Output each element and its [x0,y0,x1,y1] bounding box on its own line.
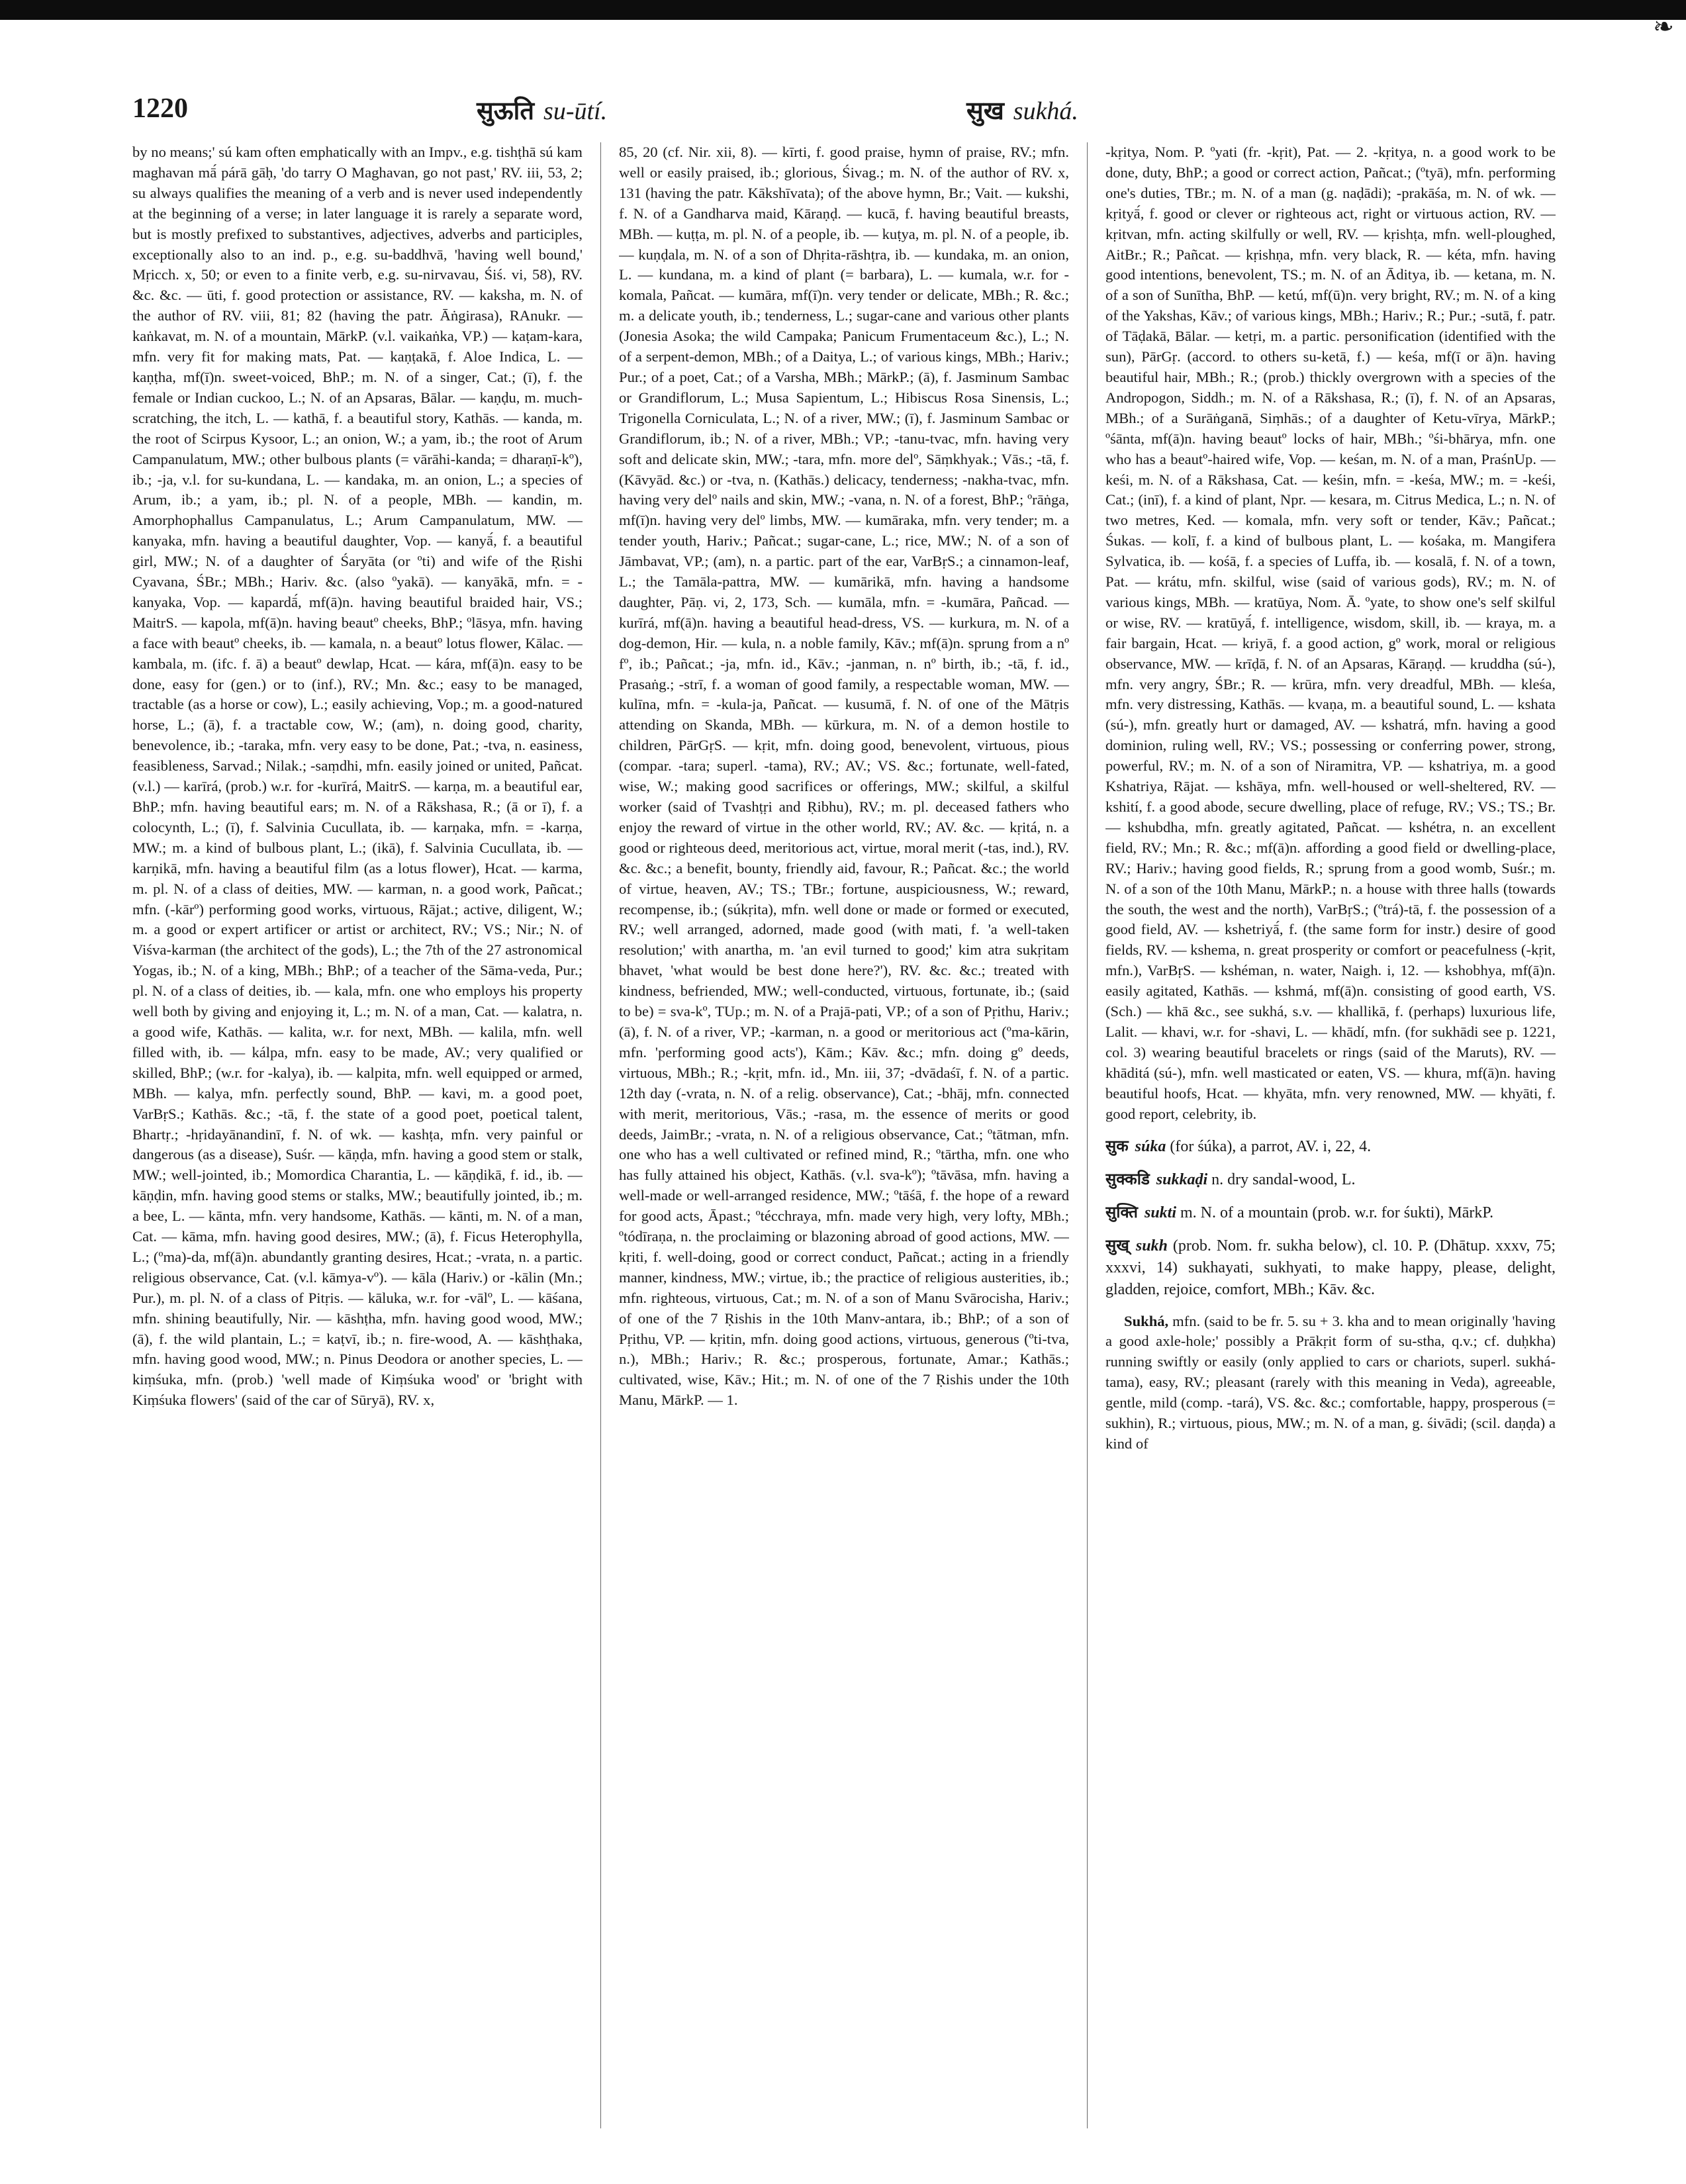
page-number: 1220 [132,93,188,124]
dictionary-columns [132,142,1556,2142]
column-1-text: by no means;' sú kam often emphatically with an Impv., e.g. tishṭhā sú kam maghavan mā́ párā gāḥ, 'do tarry O Maghavan, go not past,' RV. iii, 53, 2; su always qualifies the meaning of a verb and is never used independently at the beginning of a verse; in later language it is rarely a separate word, but is mostly prefixed to substantives, adjectives, adverbs and participles, exceptionally also to an ind. p., e.g. su-baddhvā, 'having well bound,' Mṛicch. x, 50; or even to a finite verb, e.g. su-nirvavau, Śiś. vi, 58), RV. &c. &c. — ūti, f. good protection or assistance, RV. — kaksha, m. N. of the author of RV. viii, 81; 82 (having the patr. Āṅgirasa), RAnukr. — kaṅkavat, m. N. of a mountain, MārkP. (v.l. vaikaṅka, VP.) — kaṭam-kara, mfn. very fit for making mats, Pat. — kaṇṭakā, f. Aloe Indica, L. — kaṇṭha, mf(ī)n. sweet-voiced, BhP.; m. N. of a singer, Cat.; (ī), f. the female or Indian cuckoo, L.; N. of an Apsaras, Bālar. — kaṇḍu, m. much-scratching, the itch, L. — kathā, f. a beautiful story, Kathās. — kanda, m. the root of Scirpus Kysoor, L.; an onion, W.; a yam, ib.; the root of Arum Campanulatum, MW.; other bulbous plants (= vārāhi-kanda; = dharaṇī-kº), ib.; -ja, v.l. for su-kundana, L. — kandaka, m. an onion, L.; a species of Arum, ib.; a yam, ib.; pl. N. of a people, MBh. — kandin, m. Amorphophallus Campanulatus, L.; Arum Campanulatum, MW. — kanyaka, mfn. having a beautiful daughter, Vop. — kanyā́, f. a beautiful girl, MW.; N. of a daughter of Śaryāta (or ºti) and wife of the Ṛishi Cyavana, ŚBr.; MBh.; Hariv. &c. (also ºyakā). — kanyākā, mfn. = -kanyaka, Vop. — kapardā́, mf(ā)n. having beautiful braided hair, VS.; MaitrS. — kapola, mf(ā)n. having beautº cheeks, BhP.; ºlāsya, mfn. having a face with beautº cheeks, ib. — kamala, n. a beautº lotus flower, Kālac. — kambala, m. (ifc. f. ā) a beautº dewlap, Hcat. — kára, mf(ā)n. easy to be done, easy for (gen.) or to (inf.), RV.; Mn. &c.; easy to be managed, tractable (as a horse or cow), L.; easily achieving, Vop.; m. a good-natured horse, L.; (ā), f. a tractable cow, W.; (am), n. doing good, charity, benevolence, ib.; -taraka, mfn. very easy to be done, Pat.; -tva, n. easiness, feasibleness, Sarvad.; Nilak.; -saṃdhi, mfn. easily joined or united, Pañcat. (v.l.) — karīrá, (prob.) w.r. for -kurīrá, MaitrS. — karṇa, m. a beautiful ear, BhP.; mfn. having beautiful ears; m. N. of a Rākshasa, R.; (ā or ī), f. a colocynth, L.; (ī), f. Salvinia Cucullata, ib. — karṇaka, mfn. = -karṇa, MW.; m. a kind of bulbous plant, L.; (ikā), f. Salvinia Cucullata, ib. — karṇikā, mfn. having a beautiful film (as a lotus flower), Hcat. — karma, m. pl. N. of a class of deities, MW. — karman, n. a good work, Pañcat.; mfn. (-kārº) performing good works, virtuous, Rājat.; active, diligent, W.; m. a good or expert artificer or artist or architect, RV.; VS.; Nir.; N. of Viśva-karman (the architect of the gods), L.; the 7th of the 27 astronomical Yogas, ib.; N. of a king, MBh.; BhP.; of a teacher of the Sāma-veda, Pur.; pl. N. of a class of deities, ib. — kala, mfn. one who employs his property well both by giving and enjoying it, L.; m. N. of a man, Cat. — kalatra, n. a good wife, Kathās. — kalita, w.r. for next, MBh. — kalila, mfn. well filled with, ib. — kálpa, mfn. easy to be made, AV.; very qualified or skilled, BhP.; (w.r. for -kalya), ib. — kalpita, mfn. well equipped or armed, MBh. — kalya, mfn. perfectly sound, BhP. — kavi, m. a good poet, VarBṛS.; Kathās. &c.; -tā, f. the state of a good poet, poetical talent, Bhartṛ.; -hṛidayānandinī, f. N. of wk. — kashṭa, mfn. very painful or dangerous (as a disease), Suśr. — kāṇḍa, mfn. having a good stem or stalk, MW.; well-jointed, ib.; Momordica Charantia, L. — kāṇḍikā, f. id., ib. — kāṇḍin, mfn. having good stems or stalks, MW.; beautifully jointed, ib.; m. a bee, L. — kānta, mfn. very handsome, Kathās. — kānti, m. N. of a man, Cat. — kāma, mfn. having good desires, MW.; (ā), f. Ficus Heterophylla, L.; (ºma)-da, mf(ā)n. abundantly granting desires, Hcat.; -vrata, n. a partic. religious observance, Cat. (v.l. kāmya-vº). — kāla (Hariv.) or -kālin (Mn.; Pur.), m. pl. N. of a class of Pitṛis. — kāluka, w.r. for -vālº, L. — kāśana, mfn. shining beautifully, Nir. — kāshṭha, mfn. having good wood, MW.; (ā), f. the wild plantain, L.; = kaṭvī, ib.; n. fire-wood, A. — kāshṭhaka, mfn. having good wood, MW.; n. Pinus Deodora or another species, L. — kiṃśuka, mfn. (prob.) 'well made of Kiṃśuka wood' or 'bright with Kiṃśuka flowers' (said of the car of Sūryā), RV. x, [132,144,583,1409]
entry-headword: sukti [1144,1204,1177,1221]
top-scan-edge [0,0,1686,20]
left-running-head [477,93,607,127]
page-header [132,93,1556,132]
column-3 [1105,142,1556,2142]
entry-sukkadi [1105,1168,1556,1191]
fleuron-icon: ❧ [1653,12,1674,41]
column-3-text: -kṛitya, Nom. P. ºyati (fr. -kṛit), Pat. — 2. -kṛitya, n. a good work to be done, duty, BhP.; a good or correct action, Pañcat.; (ºtyā), mfn. performing one's duties, TBr.; m. N. of a man (g. naḍādi); -prakāśa, m. N. of wk. — kṛityā́, f. good or clever or righteous act, right or virtuous action, RV. — kṛitvan, mfn. acting skilfully or well, RV. — kṛishṭa, mfn. well-ploughed, AitBr.; R.; Pañcat. — kṛishṇa, mfn. very black, R. — kéta, mfn. having good intentions, benevolent, TS.; m. N. of an Āditya, ib. — ketana, m. N. of a son of Sunītha, BhP. — ketú, mf(ū)n. very bright, RV.; m. N. of a king of the Yakshas, Kāv.; of various kings, MBh.; Hariv.; R.; Pur.; -sutā, f. patr. of Tāḍakā, Bālar. — ketṛi, m. a partic. personification (identified with the sun), PārGṛ. (accord. to others su-ketā, f.) — keśa, mf(ī or ā)n. having beautiful hair, MBh.; R.; (prob.) thickly overgrown with a species of the Andropogon, Siddh.; m. N. of a Rākshasa, R.; (ī), f. N. of an Apsaras, MBh.; of a Surāṅganā, Siṃhās.; of a daughter of Ketu-vīrya, MārkP.; ºśānta, mf(ā)n. having beautº locks of hair, MBh.; ºśi-bhārya, mfn. one who has a beautº-haired wife, Vop. — keśan, m. N. of a man, PraśnUp. — keśi, m. N. of a Rākshasa, Cat. — keśin, mfn. = -keśa, MW.; m. = -keśi, Cat.; (inī), f. a kind of plant, Npr. — kesara, m. Citrus Medica, L.; n. N. of two metres, Ked. — komala, mfn. very soft or tender, Kāv.; Pañcat.; Śukas. — kolī, f. a kind of bulbous plant, L. — kośaka, m. Mangifera Sylvatica, ib. — kośā, f. a species of Luffa, ib. — kosalā, f. N. of a town, Pat. — krátu, mfn. skilful, wise (said of various gods), RV.; m. N. of various kings, MBh. — kratūya, Nom. Ā. ºyate, to show one's self skilful or wise, RV. — kratūyā́, f. intelligence, wisdom, skill, ib. — kraya, m. a fair bargain, Hcat. — kriyā, f. a good action, gº work, moral or religious observance, MW. — krīḍā, f. N. of an Apsaras, Kāraṇḍ. — kruddha (sú-), mfn. very angry, ŚBr.; R. — krūra, mfn. very dreadful, MBh. — kleśa, mfn. very distressing, Kathās. — kvaṇa, m. a beautiful sound, L. — kshata (sú-), mfn. greatly hurt or damaged, AV. — kshatrá, mfn. having a good dominion, ruling well, RV.; VS.; possessing or conferring power, strong, powerful, RV.; m. N. of a son of Niramitra, VP. — kshatriya, m. a good Kshatriya, Rājat. — kshāya, mfn. well-housed or well-sheltered, RV. — kshití, f. a good abode, secure dwelling, place of refuge, RV.; VS.; TS.; Br. — kshubdha, mfn. greatly agitated, Pañcat. — kshétra, n. an excellent field, RV.; Mn.; R. &c.; mf(ā)n. affording a good field or dwelling-place, RV.; Hariv.; having good fields, R.; sprung from a good womb, Suśr.; m. N. of a son of the 10th Manu, MārkP.; n. a house with three halls (towards the south, the west and the north), VarBṛS.; (ºtrá)-tā, f. the possession of a good field, AV. — kshetriyā́, f. (the same form for instr.) desire of good fields, RV. — kshema, n. great prosperity or comfort or peacefulness (-kṛit, mfn.), VarBṛS. — kshéman, n. water, Naigh. i, 12. — kshobhya, mf(ā)n. easily agitated, Kathās. — kshmá, mf(ā)n. consisting of good earth, VS. (Sch.) — khā &c., see sukhá, s.v. — khallikā, f. (perhaps) luxurious life, Lalit. — khavi, w.r. for -shavi, L. — khādí, mfn. (for sukhādi see p. 1221, col. 3) wearing beautiful bracelets or rings (said of the Maruts), RV. — khāditá (sú-), mfn. well masticated or eaten, VS. — khura, mf(ā)n. having beautiful hoofs, Hcat. — khyāta, mfn. very renowned, MW. — khyāti, f. good report, celebrity, ib. [1105,144,1556,1122]
right-running-head [966,93,1078,127]
entry-sukh [1105,1235,1556,1301]
entry-definition: (prob. Nom. fr. sukha below), cl. 10. P. (Dhātup. xxxv, 75; xxxvi, 14) sukhayati, sukhyati, to make happy, please, delight, gladden, rejoice, comfort, MBh.; Kāv. &c. [1105,1237,1556,1298]
entry-headword: Sukhá, [1124,1312,1169,1329]
entry-definition: m. N. of a mountain (prob. w.r. for śukti), MārkP. [1180,1204,1494,1221]
entry-suka [1105,1135,1556,1158]
column-2 [619,142,1069,2142]
entry-sukti [1105,1202,1556,1224]
entry-definition: mfn. (said to be fr. 5. su + 3. kha and to mean originally 'having a good axle-hole;' possibly a Prākṛit form of su-stha, q.v.; cf. duḥkha) running swiftly or easily (only applied to cars or chariots, superl. sukhá-tama), easy, RV.; pleasant (rarely with this meaning in Veda), agreeable, gentle, mild (comp. -tará), VS. &c. &c.; comfortable, happy, prosperous (= sukhin), R.; virtuous, pious, MW.; m. N. of a man, g. śivādi; (scil. daṇḍa) a kind of [1105,1312,1556,1452]
entry-sukha [1105,1311,1556,1454]
left-head-roman: su-ūtí. [543,97,608,125]
entry-headword: sukh [1135,1237,1168,1255]
right-head-devanagari: सुख [966,96,1004,125]
entry-headword: sukkaḍi [1156,1170,1208,1188]
entry-devanagari: सुक्कडि [1105,1169,1150,1188]
entry-devanagari: सुक्ति [1105,1202,1138,1221]
entry-headword: súka [1135,1137,1166,1155]
left-head-devanagari: सुऊति [477,96,535,125]
column-1 [132,142,583,2142]
entry-devanagari: सुक [1105,1136,1129,1155]
entry-definition: (for śúka), a parrot, AV. i, 22, 4. [1170,1137,1372,1155]
column-2-text: 85, 20 (cf. Nir. xii, 8). — kīrti, f. good praise, hymn of praise, RV.; mfn. well or easily praised, ib.; glorious, Śivag.; m. N. of the author of RV. x, 131 (having the patr. Kākshīvata); of the above hymn, Br.; Vait. — kukshi, f. N. of a Gandharva maid, Kāraṇḍ. — kucā, f. having beautiful breasts, MBh. — kuṭṭa, m. pl. N. of a people, ib. — kuṭya, m. pl. N. of a people, ib. — kuṇḍala, m. N. of a son of Dhṛita-rāshṭra, ib. — kundaka, m. an onion, L. — kundana, m. a kind of plant (= barbara), L. — kumala, w.r. for -komala, Pañcat. — kumāra, mf(ī)n. very tender or delicate, MBh.; R. &c.; m. a delicate youth, ib.; tenderness, L.; sugar-cane and various other plants (Jonesia Asoka; the wild Campaka; Panicum Frumentaceum &c.), L.; N. of a serpent-demon, MBh.; of a Daitya, L.; of various kings, MBh.; Hariv.; Pur.; of a poet, Cat.; of a Varsha, MBh.; MārkP.; (ā), f. Jasminum Sambac or Grandiflorum, L.; Musa Sapientum, L.; Hibiscus Rosa Sinensis, L.; Trigonella Corniculata, L.; N. of a river, MW.; (ī), f. Jasminum Sambac or Grandiflorum, ib.; N. of a river, MBh.; VP.; -tanu-tvac, mfn. having very soft and delicate skin, MW.; -tara, mfn. more delº, Sāṃkhyak.; Vās.; -tā, f. (Kāvyād. &c.) or -tva, n. (Kathās.) delicacy, tenderness; -nakha-tvac, mfn. having very delº nails and skin, MW.; -vana, n. N. of a forest, BhP.; ºrāṅga, mf(ī)n. having very delº limbs, MW. — kumāraka, mfn. very tender; m. a tender youth, Hariv.; Pañcat.; sugar-cane, L.; rice, MW.; N. of a son of Jāmbavat, VP.; (am), n. a partic. part of the ear, VarBṛS.; a cinnamon-leaf, L.; the Tamāla-pattra, MW. — kumārikā, mfn. having a handsome daughter, Pāṇ. vi, 2, 173, Sch. — kumāla, mfn. = -kumāra, Pañcad. — kurīrá, mf(ā)n. having a beautiful head-dress, VS. — kurkura, m. N. of a dog-demon, Hir. — kula, n. a noble family, Kāv.; mf(ā)n. sprung from a nº fº, ib.; Pañcat.; -ja, mfn. id., Kāv.; -janman, n. nº birth, ib.; -tā, f. id., Prasaṅg.; -strī, f. a woman of good family, a respectable woman, MW. — kulīna, mfn. = -kula-ja, Pañcat. — kusumā, f. N. of one of the Mātṛis attending on Skanda, MBh. — kūrkura, m. N. of a demon hostile to children, PārGṛS. — kṛit, mfn. doing good, benevolent, virtuous, pious (compar. -tara; superl. -tama), RV.; AV.; VS. &c.; fortunate, well-fated, wise, W.; making good sacrifices or offerings, MW.; skilful, a skilful worker (said of Tvashṭṛi and Ṛibhu), RV.; m. pl. deceased fathers who enjoy the reward of virtue in the other world, RV.; AV. &c. — kṛitá, n. a good or righteous deed, meritorious act, virtue, moral merit (-tas, ind.), RV. &c. &c.; a benefit, bounty, friendly aid, favour, R.; Pañcat. &c.; the world of virtue, heaven, AV.; TS.; TBr.; fortune, auspiciousness, W.; reward, recompense, ib.; (súkṛita), mfn. well done or made or formed or executed, RV.; well arranged, adorned, made good (with mati, f. 'a well-taken resolution;' with anartha, m. 'an evil turned to good;' kim atra sukṛitam bhavet, 'what would be best done here?'), RV. &c. &c.; treated with kindness, befriended, MW.; well-conducted, virtuous, fortunate, ib.; (said to be) = sva-kº, TUp.; m. N. of a Prajā-pati, VP.; of a son of Pṛithu, Hariv.; (ā), f. N. of a river, VP.; -karman, n. a good or meritorious act (ºma-kārin, mfn. 'performing good acts'), Kām.; Kāv. &c.; mfn. doing gº deeds, virtuous, MBh.; R.; -kṛit, mfn. id., Mn. iii, 37; -dvādaśī, f. N. of a partic. 12th day (-vrata, n. N. of a relig. observance), Cat.; -bhāj, mfn. connected with merit, meritorious, Vās.; -rasa, m. the essence of merits or good deeds, JaimBr.; -vrata, n. N. of a religious observance, Cat.; ºtātman, mfn. one who has a well cultivated or refined mind, R.; ºtārtha, mfn. one who has fully attained his object, Kathās. (v.l. sva-kº); ºtāvāsa, mfn. having a well-made or well-arranged residence, MW.; ºtāśā, f. the hope of a reward for good acts, Āpast.; ºtécchraya, mfn. made very high, very lofty, MBh.; ºtódīraṇa, n. the proclaiming or blazoning abroad of good actions, MW. — kṛiti, f. well-doing, good or correct conduct, Pañcat.; acting in a friendly manner, kindness, MW.; virtue, ib.; the practice of religious austerities, ib.; mfn. righteous, virtuous, Cat.; m. N. of a son of Manu Svārocisha, Hariv.; of one of the 7 Ṛishis in the 10th Manv-antara, ib.; BhP.; of a son of Pṛithu, VP. — kṛitin, mfn. doing good actions, virtuous, generous (ºti-tva, n.), MBh.; Hariv.; R. &c.; prosperous, fortunate, Amar.; Kathās.; cultivated, wise, Kāv.; Hit.; m. N. of one of the 7 Ṛishis under the 10th Manu, MārkP. — 1. [619,144,1069,1409]
right-head-roman: sukhá. [1013,97,1078,125]
entry-devanagari: सुख् [1105,1235,1129,1255]
entry-definition: n. dry sandal-wood, L. [1211,1170,1356,1188]
